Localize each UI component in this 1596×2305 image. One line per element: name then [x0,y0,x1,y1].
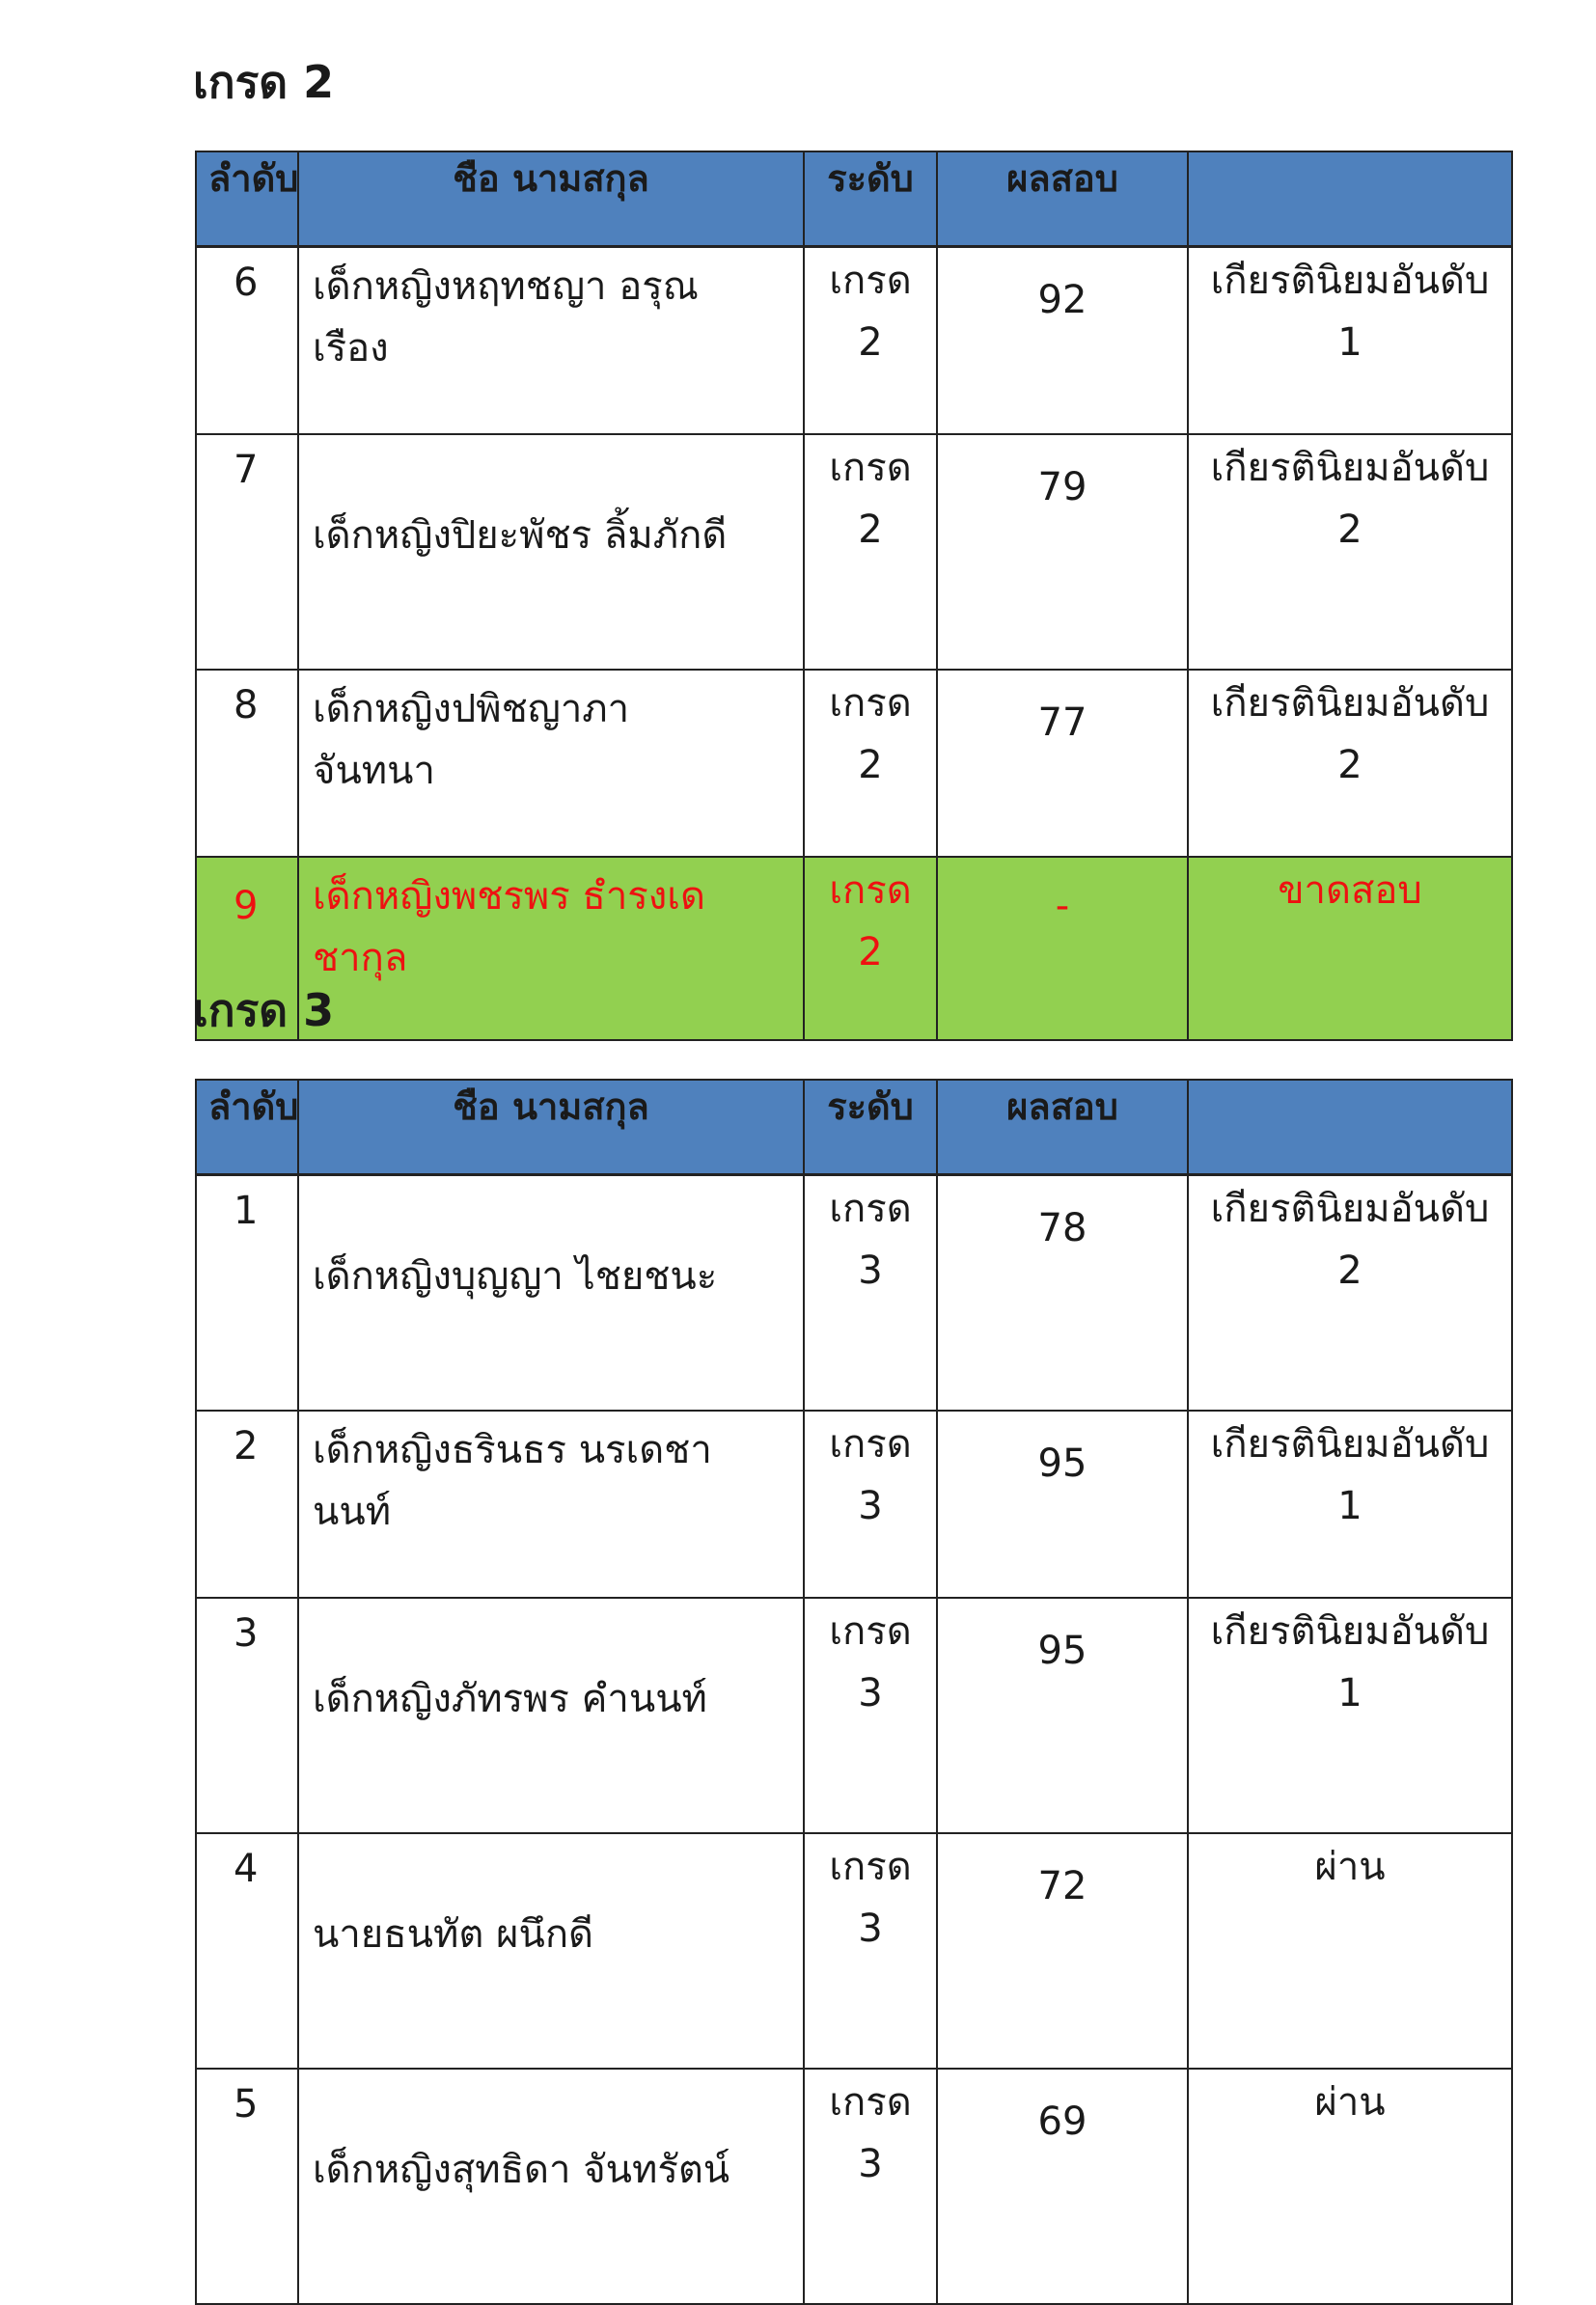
header-score: ผลสอบ [937,151,1188,247]
student-name-line-2: เด็กหญิงบุญญา ไชยชนะ [313,1254,718,1299]
student-result [1188,247,1512,435]
row-number: 8 [196,670,298,857]
result-label: ผ่าน [1314,2080,1386,2125]
result-label: เกียรตินิยมอันดับ [1210,1609,1490,1654]
level-label: เกรด [829,681,912,726]
student-name-line-2: ชากุล [313,936,408,980]
result-label: เกียรตินิยมอันดับ [1210,1187,1490,1231]
result-rank: 1 [1337,1671,1362,1715]
section-title-grade-2: เกรด 2 [193,56,335,108]
level-label: เกรด [829,1609,912,1654]
header-result [1188,1080,1512,1175]
student-name-line-2: เด็กหญิงปิยะพัชร ลิ้มภักดี [313,513,728,558]
student-score: 95 [937,1598,1188,1833]
student-name [298,1175,804,1412]
student-name-line-1: เด็กหญิงหฤทชญา อรุณ [313,264,699,309]
student-level [804,1598,937,1833]
student-result [1188,1411,1512,1598]
student-score: 72 [937,1833,1188,2069]
level-label: เกรด [829,1845,912,1889]
row-number: 5 [196,2069,298,2304]
table-row [196,1598,1512,1833]
level-number: 3 [858,1907,883,1951]
student-name-line-1: เด็กหญิงปพิชญาภา [313,687,630,731]
result-label: เกียรตินิยมอันดับ [1210,681,1490,726]
table-row [196,1411,1512,1598]
student-name-line-2: นายธนทัต ผนึกดี [313,1912,594,1957]
level-number: 2 [858,320,883,365]
result-rank: 1 [1337,320,1362,365]
row-number: 9 [196,857,298,1040]
table-row [196,670,1512,857]
student-result [1188,1175,1512,1412]
result-label: ขาดสอบ [1278,868,1422,913]
student-score: 78 [937,1175,1188,1412]
result-label: เกียรตินิยมอันดับ [1210,446,1490,490]
level-number: 3 [858,1249,883,1293]
student-result [1188,1598,1512,1833]
student-name [298,1411,804,1598]
result-rank: 2 [1337,743,1362,787]
result-rank: 1 [1337,1484,1362,1528]
result-rank: 2 [1337,508,1362,552]
level-number: 2 [858,508,883,552]
student-score: 69 [937,2069,1188,2304]
student-score: 79 [937,434,1188,670]
table-row [196,1833,1512,2069]
section-title-grade-3: เกรด 3 [193,984,335,1036]
header-level: ระดับ [804,151,937,247]
student-name [298,1833,804,2069]
level-number: 3 [858,1671,883,1715]
student-level [804,247,937,435]
student-name-line-2: เรือง [313,326,389,370]
student-name [298,1598,804,1833]
row-number: 7 [196,434,298,670]
level-label: เกรด [829,259,912,303]
student-name [298,247,804,435]
level-number: 3 [858,1484,883,1528]
student-result [1188,434,1512,670]
student-score: 92 [937,247,1188,435]
student-name-line-2: เด็กหญิงภัทรพร คำนนท์ [313,1677,707,1721]
student-level [804,1411,937,1598]
student-level [804,1175,937,1412]
grade-3-table [195,1079,1513,2305]
student-score: 77 [937,670,1188,857]
student-result [1188,1833,1512,2069]
table-row [196,247,1512,435]
header-level: ระดับ [804,1080,937,1175]
row-number: 3 [196,1598,298,1833]
result-label: ผ่าน [1314,1845,1386,1889]
student-level [804,670,937,857]
result-label: เกียรตินิยมอันดับ [1210,259,1490,303]
header-score: ผลสอบ [937,1080,1188,1175]
header-name: ชือ นามสกุล [298,1080,804,1175]
level-number: 3 [858,2142,883,2186]
student-name-line-1: เด็กหญิงพชรพร ธำรงเด [313,874,705,919]
student-name [298,434,804,670]
student-score: 95 [937,1411,1188,1598]
table-header-row [196,1080,1512,1175]
level-label: เกรด [829,446,912,490]
student-name [298,2069,804,2304]
student-level [804,434,937,670]
student-name [298,670,804,857]
student-result [1188,670,1512,857]
level-label: เกรด [829,868,912,913]
level-label: เกรด [829,1422,912,1467]
student-level [804,2069,937,2304]
student-result [1188,2069,1512,2304]
level-label: เกรด [829,2080,912,2125]
table-row [196,434,1512,670]
result-label: เกียรตินิยมอันดับ [1210,1422,1490,1467]
student-result [1188,857,1512,1040]
table-row-absent [196,857,1512,1040]
student-level [804,857,937,1040]
header-name: ชือ นามสกุล [298,151,804,247]
student-name-line-1: เด็กหญิงธรินธร นรเดชา [313,1428,712,1472]
student-name [298,857,804,1040]
result-rank: 2 [1337,1249,1362,1293]
header-no: ลำดับ [196,151,298,247]
row-number: 2 [196,1411,298,1598]
table-row [196,1175,1512,1412]
row-number: 1 [196,1175,298,1412]
table-header-row [196,151,1512,247]
student-level [804,1833,937,2069]
grade-2-table [195,151,1513,1041]
level-number: 2 [858,743,883,787]
table-row [196,2069,1512,2304]
student-name-line-2: จันทนา [313,749,435,793]
student-score: - [937,857,1188,1040]
row-number: 4 [196,1833,298,2069]
header-result [1188,151,1512,247]
student-name-line-2: เด็กหญิงสุทธิดา จันทรัตน์ [313,2148,730,2192]
student-name-line-2: นนท์ [313,1490,392,1534]
level-label: เกรด [829,1187,912,1231]
row-number: 6 [196,247,298,435]
level-number: 2 [858,930,883,974]
header-no: ลำดับ [196,1080,298,1175]
